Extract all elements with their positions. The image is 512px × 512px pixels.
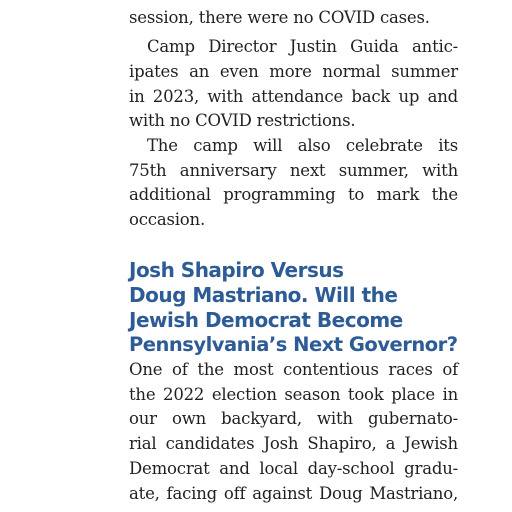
article-heading-line: Pennsylvania’s Next Governor? <box>129 333 458 356</box>
body-line: The camp will also celebrate its <box>147 136 458 155</box>
body-line: additional programming to mark the <box>129 185 458 204</box>
body-line: ate, facing off against Doug Mastriano, <box>129 484 458 503</box>
body-line: session, there were no COVID cases. <box>129 8 430 27</box>
body-line: ipates an even more normal summer <box>129 62 458 81</box>
body-line: occasion. <box>129 210 206 229</box>
body-line: in 2023, with attendance back up and <box>129 87 458 106</box>
body-line: rial candidates Josh Shapiro, a Jewish <box>129 434 458 453</box>
article-heading-line: Josh Shapiro Versus <box>129 258 344 282</box>
body-line: our own backyard, with gubernato- <box>129 409 458 428</box>
article-heading-line: Doug Mastriano. Will the <box>129 283 398 307</box>
body-line: with no COVID restrictions. <box>129 111 356 130</box>
body-line: the 2022 election season took place in <box>129 385 458 404</box>
body-line: Camp Director Justin Guida antic- <box>147 37 458 56</box>
article-heading-line: Jewish Democrat Become <box>129 308 403 332</box>
body-line: One of the most contentious races of <box>129 360 458 379</box>
body-line: Democrat and local day-school gradu- <box>129 459 458 478</box>
body-line: 75th anniversary next summer, with <box>129 161 458 180</box>
